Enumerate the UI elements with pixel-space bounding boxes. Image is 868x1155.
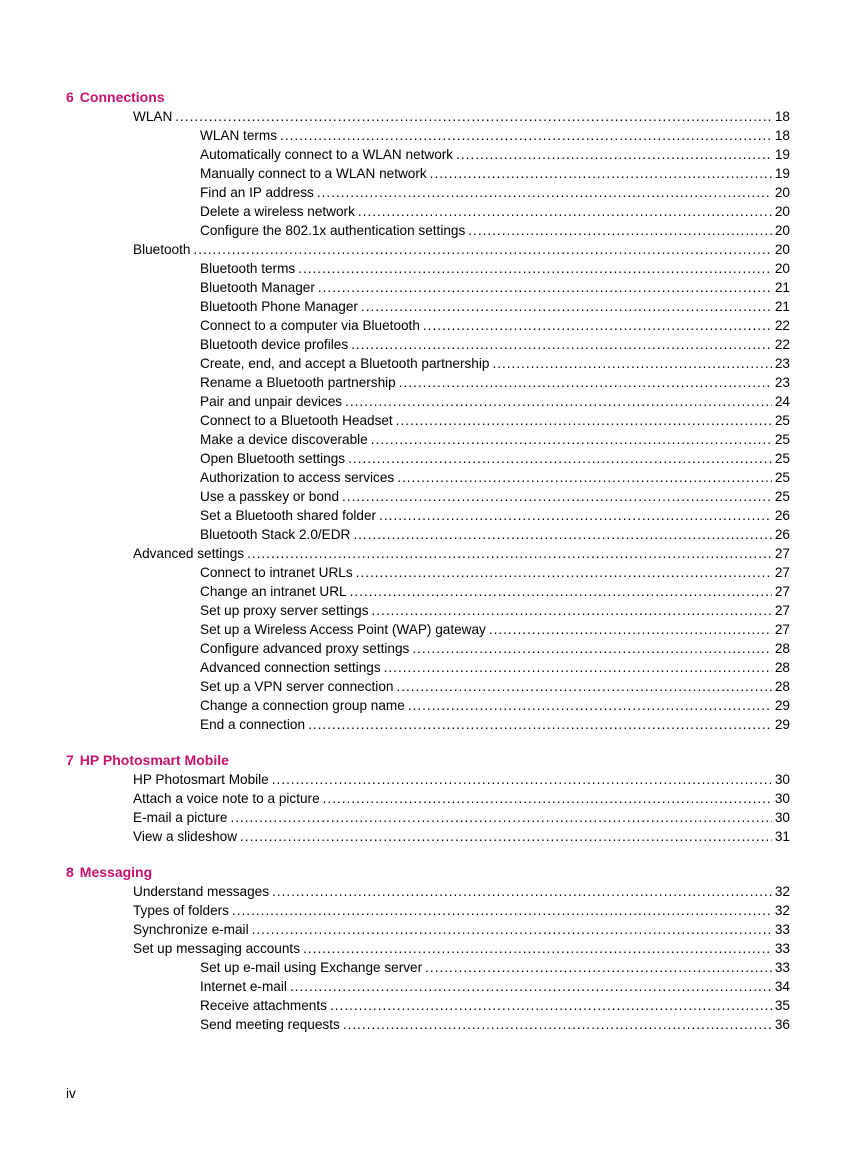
toc-entry-title: Set up messaging accounts (133, 941, 301, 956)
chapter-heading[interactable] (0, 751, 868, 770)
dot-leader (272, 882, 772, 901)
dot-leader (397, 468, 772, 487)
toc-subsection-entry[interactable] (0, 297, 790, 316)
dot-leader (358, 202, 772, 221)
dot-leader (252, 920, 772, 939)
chapter-section (0, 88, 868, 734)
toc-entry-title: Rename a Bluetooth partnership (200, 375, 396, 390)
toc-entry-title: E-mail a picture (133, 810, 228, 825)
dot-leader (396, 677, 771, 696)
toc-subsection-entry[interactable] (0, 696, 790, 715)
toc-subsection-entry[interactable] (0, 335, 790, 354)
dot-leader (408, 696, 772, 715)
dot-leader (230, 808, 771, 827)
toc-entry-page-number: 25 (774, 451, 790, 466)
dot-leader (317, 183, 772, 202)
toc-subsection-entry[interactable] (0, 183, 790, 202)
toc-section-entry[interactable] (0, 939, 790, 958)
dot-leader (353, 525, 772, 544)
toc-entry-title: Open Bluetooth settings (200, 451, 346, 466)
toc-entry-page-number: 29 (774, 717, 790, 732)
toc-entry-page-number: 25 (774, 489, 790, 504)
toc-entry-title: Set up e-mail using Exchange server (200, 960, 423, 975)
toc-subsection-entry[interactable] (0, 354, 790, 373)
toc-entry-page-number: 22 (774, 318, 790, 333)
dot-leader (240, 827, 772, 846)
chapter-number: 8 (66, 864, 74, 880)
toc-entry-page-number: 33 (774, 941, 790, 956)
dot-leader (379, 506, 772, 525)
toc-subsection-entry[interactable] (0, 164, 790, 183)
toc-subsection-entry[interactable] (0, 506, 790, 525)
toc-subsection-entry[interactable] (0, 525, 790, 544)
toc-subsection-entry[interactable] (0, 145, 790, 164)
toc-entry-title: Bluetooth Manager (200, 280, 315, 295)
toc-entry-page-number: 32 (774, 884, 790, 899)
toc-entry-page-number: 19 (774, 166, 790, 181)
toc-subsection-entry[interactable] (0, 487, 790, 506)
toc-entry-title: Change an intranet URL (200, 584, 347, 599)
toc-entry-title: WLAN (133, 109, 173, 124)
dot-leader (330, 996, 772, 1015)
toc-entry-title: End a connection (200, 717, 306, 732)
toc-entry-page-number: 28 (774, 660, 790, 675)
toc-subsection-entry[interactable] (0, 582, 790, 601)
toc-entry-title: Send meeting requests (200, 1017, 340, 1032)
toc-entry-page-number: 18 (774, 109, 790, 124)
toc-subsection-entry[interactable] (0, 259, 790, 278)
dot-leader (456, 145, 772, 164)
toc-entry-page-number: 21 (774, 299, 790, 314)
toc-entry-title: Connect to a computer via Bluetooth (200, 318, 420, 333)
toc-entry-page-number: 27 (774, 565, 790, 580)
dot-leader (323, 789, 772, 808)
toc-subsection-entry[interactable] (0, 639, 790, 658)
toc-entry-title: Authorization to access services (200, 470, 395, 485)
toc-entry-title: Bluetooth Phone Manager (200, 299, 358, 314)
toc-entry-title: Bluetooth terms (200, 261, 296, 276)
toc-entry-title: Advanced connection settings (200, 660, 381, 675)
toc-entry-page-number: 33 (774, 922, 790, 937)
toc-entry-title: Advanced settings (133, 546, 245, 561)
dot-leader (193, 240, 771, 259)
dot-leader (318, 278, 772, 297)
toc-entry-page-number: 20 (774, 242, 790, 257)
chapter-number: 6 (66, 89, 74, 105)
toc-entry-title: View a slideshow (133, 829, 238, 844)
dot-leader (272, 770, 772, 789)
toc-entry-title: Configure the 802.1x authentication settings (200, 223, 466, 238)
chapter-heading[interactable] (0, 863, 868, 882)
toc-subsection-entry[interactable] (0, 620, 790, 639)
toc-entry-title: Set up proxy server settings (200, 603, 369, 618)
toc-section-entry[interactable] (0, 901, 790, 920)
chapter-title: HP Photosmart Mobile (79, 752, 229, 768)
toc-subsection-entry[interactable] (0, 658, 790, 677)
toc-entry-page-number: 18 (774, 128, 790, 143)
dot-leader (412, 639, 772, 658)
toc-entry-page-number: 29 (774, 698, 790, 713)
dot-leader (425, 958, 772, 977)
toc-entry-page-number: 27 (774, 622, 790, 637)
toc-entry-title: Bluetooth device profiles (200, 337, 349, 352)
dot-leader (396, 411, 772, 430)
toc-entry-page-number: 28 (774, 641, 790, 656)
toc-entry-title: Make a device discoverable (200, 432, 368, 447)
toc-entry-title: Attach a voice note to a picture (133, 791, 320, 806)
toc-subsection-entry[interactable] (0, 958, 790, 977)
toc-entry-title: Pair and unpair devices (200, 394, 343, 409)
toc-section-entry[interactable] (0, 920, 790, 939)
toc-entry-page-number: 28 (774, 679, 790, 694)
table-of-contents (0, 88, 868, 1051)
toc-entry-title: Understand messages (133, 884, 270, 899)
toc-subsection-entry[interactable] (0, 221, 790, 240)
page-number: iv (66, 1086, 76, 1101)
toc-section-entry[interactable] (0, 789, 790, 808)
toc-entry-title: Delete a wireless network (200, 204, 355, 219)
toc-entry-page-number: 26 (774, 508, 790, 523)
toc-entry-title: Types of folders (133, 903, 229, 918)
toc-entry-title: Configure advanced proxy settings (200, 641, 410, 656)
toc-entry-page-number: 21 (774, 280, 790, 295)
dot-leader (348, 449, 772, 468)
dot-leader (371, 430, 772, 449)
chapter-section (0, 863, 868, 1034)
dot-leader (356, 563, 772, 582)
dot-leader (232, 901, 772, 920)
toc-entry-page-number: 27 (774, 584, 790, 599)
toc-entry-page-number: 32 (774, 903, 790, 918)
toc-subsection-entry[interactable] (0, 316, 790, 335)
toc-section-entry[interactable] (0, 882, 790, 901)
dot-leader (350, 582, 772, 601)
dot-leader (303, 939, 772, 958)
dot-leader (280, 126, 772, 145)
toc-entry-page-number: 30 (774, 772, 790, 787)
toc-entry-page-number: 20 (774, 261, 790, 276)
toc-subsection-entry[interactable] (0, 977, 790, 996)
toc-section-entry[interactable] (0, 240, 790, 259)
toc-entry-title: Set up a Wireless Access Point (WAP) gateway (200, 622, 486, 637)
dot-leader (489, 620, 772, 639)
toc-subsection-entry[interactable] (0, 677, 790, 696)
toc-entry-page-number: 20 (774, 204, 790, 219)
toc-subsection-entry[interactable] (0, 126, 790, 145)
toc-entry-page-number: 23 (774, 375, 790, 390)
toc-entry-page-number: 20 (774, 185, 790, 200)
toc-entry-page-number: 26 (774, 527, 790, 542)
chapter-number: 7 (66, 752, 74, 768)
toc-entry-page-number: 19 (774, 147, 790, 162)
toc-entry-title: Find an IP address (200, 185, 314, 200)
dot-leader (492, 354, 771, 373)
toc-subsection-entry[interactable] (0, 601, 790, 620)
toc-entry-title: Set a Bluetooth shared folder (200, 508, 377, 523)
toc-subsection-entry[interactable] (0, 392, 790, 411)
dot-leader (384, 658, 772, 677)
toc-entry-title: Bluetooth Stack 2.0/EDR (200, 527, 351, 542)
dot-leader (308, 715, 772, 734)
toc-subsection-entry[interactable] (0, 411, 790, 430)
toc-entry-title: Synchronize e-mail (133, 922, 249, 937)
toc-entry-title: WLAN terms (200, 128, 278, 143)
toc-section-entry[interactable] (0, 107, 790, 126)
toc-entry-title: Connect to intranet URLs (200, 565, 353, 580)
dot-leader (372, 601, 772, 620)
dot-leader (468, 221, 772, 240)
toc-entry-page-number: 25 (774, 470, 790, 485)
dot-leader (247, 544, 772, 563)
toc-entry-page-number: 30 (774, 810, 790, 825)
toc-entry-page-number: 27 (774, 546, 790, 561)
dot-leader (298, 259, 772, 278)
toc-entry-title: Bluetooth (133, 242, 191, 257)
dot-leader (399, 373, 772, 392)
toc-entry-page-number: 31 (774, 829, 790, 844)
toc-entry-page-number: 33 (774, 960, 790, 975)
dot-leader (361, 297, 772, 316)
dot-leader (345, 392, 772, 411)
chapter-title: Messaging (79, 864, 153, 880)
toc-entry-title: Receive attachments (200, 998, 327, 1013)
toc-entry-page-number: 30 (774, 791, 790, 806)
toc-subsection-entry[interactable] (0, 468, 790, 487)
toc-entry-page-number: 36 (774, 1017, 790, 1032)
toc-entry-title: Set up a VPN server connection (200, 679, 394, 694)
toc-subsection-entry[interactable] (0, 715, 790, 734)
toc-section-entry[interactable] (0, 827, 790, 846)
chapter-section (0, 751, 868, 846)
toc-subsection-entry[interactable] (0, 430, 790, 449)
toc-entry-page-number: 24 (774, 394, 790, 409)
toc-entry-page-number: 20 (774, 223, 790, 238)
dot-leader (423, 316, 772, 335)
toc-entry-title: Internet e-mail (200, 979, 287, 994)
toc-entry-page-number: 34 (774, 979, 790, 994)
chapter-title: Connections (79, 89, 165, 105)
toc-entry-title: Manually connect to a WLAN network (200, 166, 427, 181)
toc-entry-page-number: 25 (774, 413, 790, 428)
dot-leader (343, 1015, 772, 1034)
toc-entry-page-number: 27 (774, 603, 790, 618)
toc-entry-page-number: 35 (774, 998, 790, 1013)
dot-leader (351, 335, 772, 354)
toc-entry-title: Connect to a Bluetooth Headset (200, 413, 393, 428)
toc-section-entry[interactable] (0, 808, 790, 827)
toc-subsection-entry[interactable] (0, 449, 790, 468)
toc-entry-title: Create, end, and accept a Bluetooth partnership (200, 356, 490, 371)
dot-leader (342, 487, 772, 506)
toc-subsection-entry[interactable] (0, 563, 790, 582)
dot-leader (290, 977, 772, 996)
toc-entry-page-number: 22 (774, 337, 790, 352)
toc-section-entry[interactable] (0, 544, 790, 563)
toc-subsection-entry[interactable] (0, 278, 790, 297)
toc-entry-title: Automatically connect to a WLAN network (200, 147, 454, 162)
toc-entry-title: HP Photosmart Mobile (133, 772, 269, 787)
toc-entry-page-number: 25 (774, 432, 790, 447)
toc-subsection-entry[interactable] (0, 1015, 790, 1034)
chapter-heading[interactable] (0, 88, 868, 107)
toc-entry-title: Change a connection group name (200, 698, 405, 713)
toc-subsection-entry[interactable] (0, 202, 790, 221)
dot-leader (175, 107, 772, 126)
toc-entry-title: Use a passkey or bond (200, 489, 340, 504)
dot-leader (430, 164, 772, 183)
toc-subsection-entry[interactable] (0, 373, 790, 392)
toc-subsection-entry[interactable] (0, 996, 790, 1015)
toc-entry-page-number: 23 (774, 356, 790, 371)
toc-section-entry[interactable] (0, 770, 790, 789)
